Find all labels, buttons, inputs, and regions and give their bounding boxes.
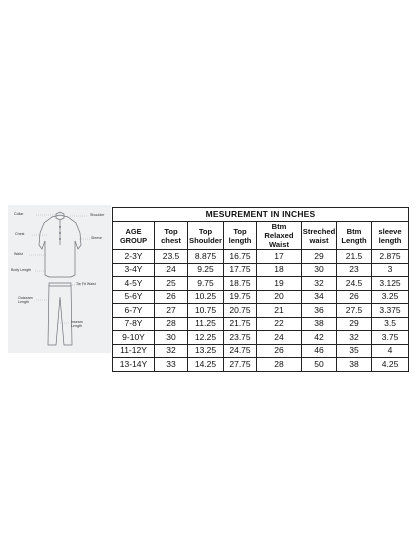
measurement-cell: 3.25: [372, 290, 409, 304]
measurement-cell: 4.25: [372, 358, 409, 372]
measurement-cell: 32: [155, 344, 188, 358]
measurement-cell: 21.5: [337, 250, 372, 264]
measurement-cell: 20: [257, 290, 302, 304]
age-group-cell: 7-8Y: [113, 317, 155, 331]
measurement-cell: 21.75: [224, 317, 257, 331]
measurement-cell: 24: [257, 331, 302, 345]
collar-label: Collar: [14, 212, 24, 216]
measurement-cell: 8.875: [188, 250, 224, 264]
age-group-cell: 4-5Y: [113, 277, 155, 291]
measurement-cell: 3.125: [372, 277, 409, 291]
age-group-cell: 5-6Y: [113, 290, 155, 304]
table-title: MESUREMENT IN INCHES: [113, 208, 409, 222]
measurement-cell: 26: [337, 290, 372, 304]
measurement-cell: 38: [337, 358, 372, 372]
shoulder-label: Shoulder: [90, 213, 105, 217]
measurement-cell: 19.75: [224, 290, 257, 304]
column-header: AGE GROUP: [113, 222, 155, 250]
table-row: [113, 290, 409, 304]
measurement-cell: 32: [337, 331, 372, 345]
age-group-cell: 3-4Y: [113, 263, 155, 277]
kurta-pajama-illustration: [8, 205, 111, 353]
measurement-cell: 3.375: [372, 304, 409, 318]
waist-label: Waist: [14, 252, 23, 256]
column-header: Btm Length: [337, 222, 372, 250]
table-header-row: [113, 222, 409, 250]
measurement-cell: 10.25: [188, 290, 224, 304]
chest-label: Chest: [15, 232, 25, 236]
sleeve-label: Sleeve: [91, 236, 102, 240]
measurement-cell: 30: [302, 263, 337, 277]
measurement-cell: 34: [302, 290, 337, 304]
measurement-cell: 23.5: [155, 250, 188, 264]
outseam-length-label: Outseam Length: [18, 296, 33, 304]
inseam-length-label: Inseam Length: [71, 320, 83, 328]
table-row: [113, 358, 409, 372]
measurement-cell: 28: [155, 317, 188, 331]
measurement-cell: 27.5: [337, 304, 372, 318]
table-row: [113, 277, 409, 291]
age-group-cell: 2-3Y: [113, 250, 155, 264]
measurement-cell: 13.25: [188, 344, 224, 358]
measurement-cell: 29: [302, 250, 337, 264]
measurement-cell: 24: [155, 263, 188, 277]
measurement-cell: 21: [257, 304, 302, 318]
table-row: [113, 344, 409, 358]
measurement-cell: 17.75: [224, 263, 257, 277]
measurement-cell: 32: [302, 277, 337, 291]
measurement-cell: 17: [257, 250, 302, 264]
measurement-cell: 19: [257, 277, 302, 291]
measurement-cell: 9.25: [188, 263, 224, 277]
measurement-cell: 3.5: [372, 317, 409, 331]
column-header: Btm Relaxed Waist: [257, 222, 302, 250]
age-group-cell: 11-12Y: [113, 344, 155, 358]
measurement-cell: 12.25: [188, 331, 224, 345]
column-header: Top chest: [155, 222, 188, 250]
table-row: [113, 263, 409, 277]
measurement-cell: 35: [337, 344, 372, 358]
measurement-cell: 20.75: [224, 304, 257, 318]
measurement-cell: 28: [257, 358, 302, 372]
table-row: [113, 331, 409, 345]
measurement-cell: 38: [302, 317, 337, 331]
measurement-cell: 23: [337, 263, 372, 277]
measurement-cell: 4: [372, 344, 409, 358]
table-row: [113, 304, 409, 318]
size-chart-table: [112, 207, 409, 372]
measurement-cell: 36: [302, 304, 337, 318]
measurement-cell: 14.25: [188, 358, 224, 372]
measurement-cell: 24.75: [224, 344, 257, 358]
age-group-cell: 6-7Y: [113, 304, 155, 318]
table-row: [113, 250, 409, 264]
measurement-cell: 3: [372, 263, 409, 277]
measurement-cell: 24.5: [337, 277, 372, 291]
measurement-cell: 2.875: [372, 250, 409, 264]
measurement-cell: 3.75: [372, 331, 409, 345]
column-header: Top Shoulder: [188, 222, 224, 250]
column-header: sleeve length: [372, 222, 409, 250]
measurement-cell: 18.75: [224, 277, 257, 291]
column-header: Streched waist: [302, 222, 337, 250]
measurement-cell: 25: [155, 277, 188, 291]
age-group-cell: 13-14Y: [113, 358, 155, 372]
measurement-cell: 33: [155, 358, 188, 372]
measurement-cell: 18: [257, 263, 302, 277]
measurement-cell: 30: [155, 331, 188, 345]
measurement-cell: 22: [257, 317, 302, 331]
measurement-cell: 27: [155, 304, 188, 318]
body-length-label: Body Length: [11, 268, 32, 272]
measurement-cell: 42: [302, 331, 337, 345]
measurement-cell: 26: [155, 290, 188, 304]
measurement-cell: 26: [257, 344, 302, 358]
measurement-cell: 46: [302, 344, 337, 358]
garment-measurement-sketch: [8, 205, 111, 353]
tie-fit-waist-label: Tie Fit Waist: [76, 282, 96, 286]
table-body: [113, 250, 409, 372]
measurement-cell: 27.75: [224, 358, 257, 372]
measurement-cell: 9.75: [188, 277, 224, 291]
measurement-cell: 16.75: [224, 250, 257, 264]
measurement-cell: 11.25: [188, 317, 224, 331]
column-header: Top length: [224, 222, 257, 250]
table-title-row: [113, 208, 409, 222]
measurement-cell: 50: [302, 358, 337, 372]
table-row: [113, 317, 409, 331]
measurement-cell: 10.75: [188, 304, 224, 318]
measurement-cell: 23.75: [224, 331, 257, 345]
measurement-cell: 29: [337, 317, 372, 331]
age-group-cell: 9-10Y: [113, 331, 155, 345]
